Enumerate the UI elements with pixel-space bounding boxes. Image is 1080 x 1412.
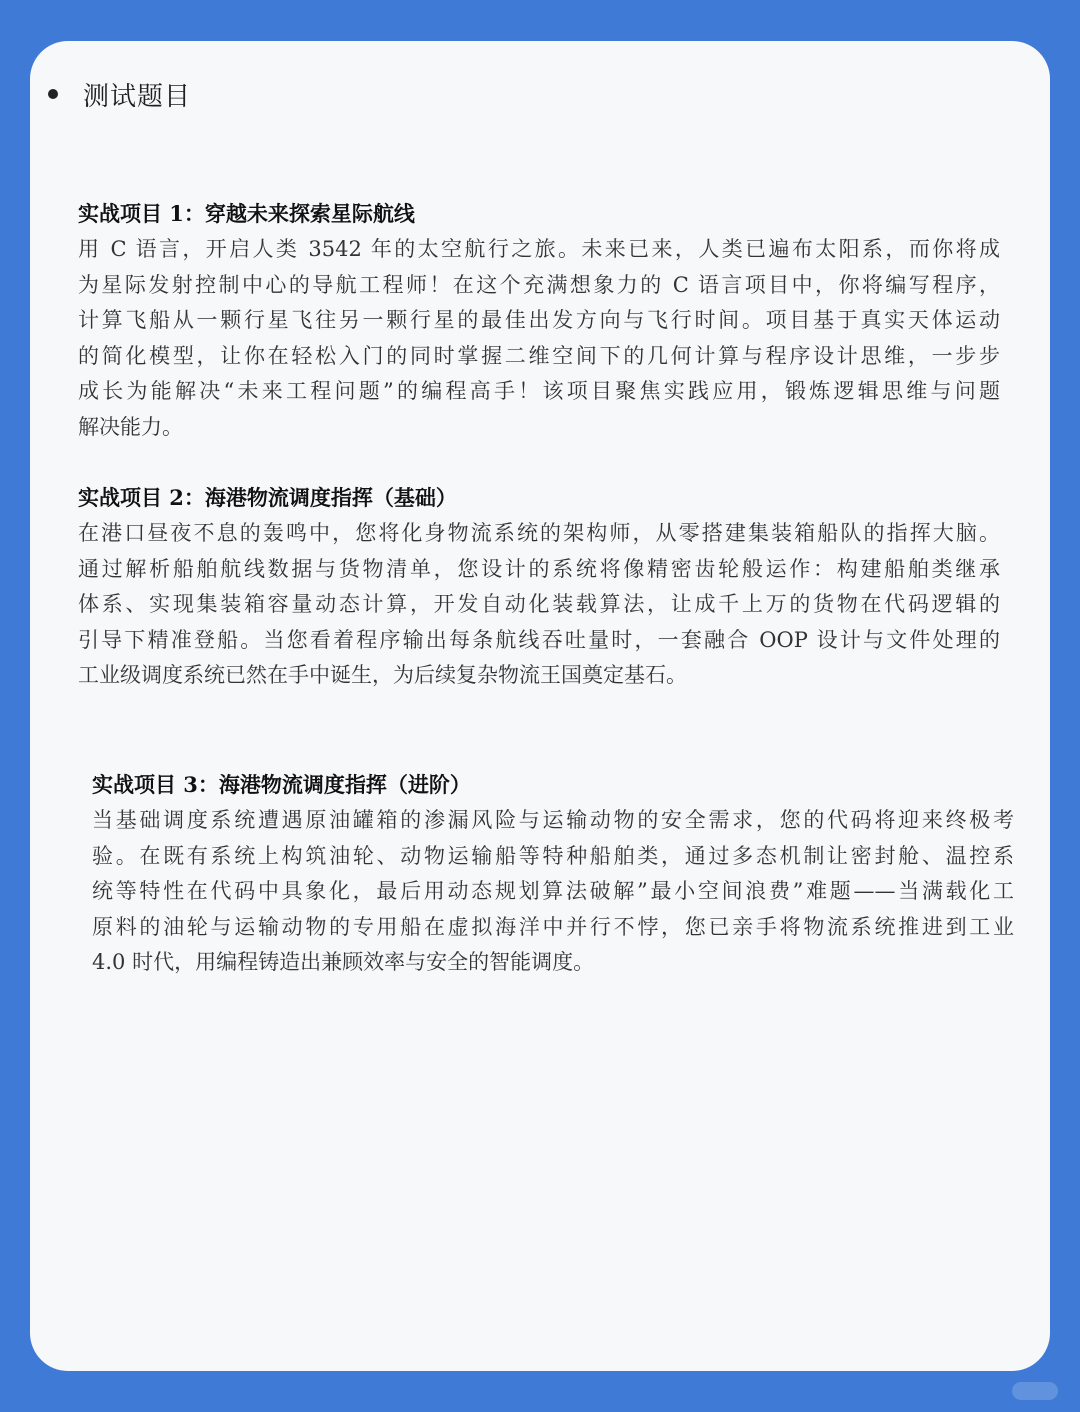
paragraph-line: 解决能力。 bbox=[78, 414, 183, 439]
project-2-title: 实战项目 2：海港物流调度指挥（基础） bbox=[78, 485, 457, 510]
section-heading bbox=[48, 74, 191, 114]
project-2 bbox=[78, 480, 1000, 694]
project-1-title: 实战项目 1：穿越未来探索星际航线 bbox=[78, 201, 415, 226]
watermark-logo bbox=[1012, 1382, 1058, 1400]
paragraph-line: 在港口昼夜不息的轰鸣中，您将化身物流系统的架构师，从零搭建集装箱船队的指挥大脑。 bbox=[78, 521, 1000, 545]
paragraph-line: 当基础调度系统遭遇原油罐箱的渗漏风险与运输动物的安全需求，您的代码将迎来终极考 bbox=[92, 808, 1014, 832]
paragraph-line: 4.0 时代，用编程铸造出兼顾效率与安全的智能调度。 bbox=[92, 950, 595, 974]
section-title: 测试题目 bbox=[83, 81, 192, 112]
paragraph-line: 用 C 语言，开启人类 3542 年的太空航行之旅。未来已来，人类已遍布太阳系，而你将成 bbox=[78, 237, 1000, 261]
paragraph-line: 统等特性在代码中具象化，最后用动态规划算法破解”最小空间浪费”难题——当满载化工 bbox=[92, 879, 1014, 903]
paragraph-line: 通过解析船舶航线数据与货物清单，您设计的系统将像精密齿轮般运作：构建船舶类继承 bbox=[78, 556, 1000, 581]
project-3-title: 实战项目 3：海港物流调度指挥（进阶） bbox=[92, 772, 471, 797]
project-3 bbox=[92, 767, 1014, 981]
paragraph-line: 验。在既有系统上构筑油轮、动物运输船等特种船舶类，通过多态机制让密封舱、温控系 bbox=[92, 843, 1014, 868]
paragraph-line: 计算飞船从一颗行星飞往另一颗行星的最佳出发方向与飞行时间。项目基于真实天体运动 bbox=[78, 308, 1000, 332]
project-2-description bbox=[78, 516, 1000, 694]
paragraph-line: 体系、实现集装箱容量动态计算，开发自动化装载算法，让成千上万的货物在代码逻辑的 bbox=[78, 592, 1000, 616]
paragraph-line: 的简化模型，让你在轻松入门的同时掌握二维空间下的几何计算与程序设计思维，一步步 bbox=[78, 343, 1000, 368]
paragraph-line: 原料的油轮与运输动物的专用船在虚拟海洋中并行不悖，您已亲手将物流系统推进到工业 bbox=[92, 914, 1014, 939]
paragraph-line: 成长为能解决“未来工程问题”的编程高手！该项目聚焦实践应用，锻炼逻辑思维与问题 bbox=[78, 379, 1000, 403]
paragraph-line: 为星际发射控制中心的导航工程师！在这个充满想象力的 C 语言项目中，你将编写程序， bbox=[78, 272, 1000, 297]
project-1-description bbox=[78, 232, 1000, 445]
project-3-description bbox=[92, 803, 1014, 981]
project-1 bbox=[78, 196, 1000, 445]
paragraph-line: 引导下精准登船。当您看着程序输出每条航线吞吐量时，一套融合 OOP 设计与文件处理的 bbox=[78, 627, 1000, 652]
paragraph-line: 工业级调度系统已然在手中诞生，为后续复杂物流王国奠定基石。 bbox=[78, 663, 687, 687]
bullet-icon bbox=[48, 89, 58, 99]
